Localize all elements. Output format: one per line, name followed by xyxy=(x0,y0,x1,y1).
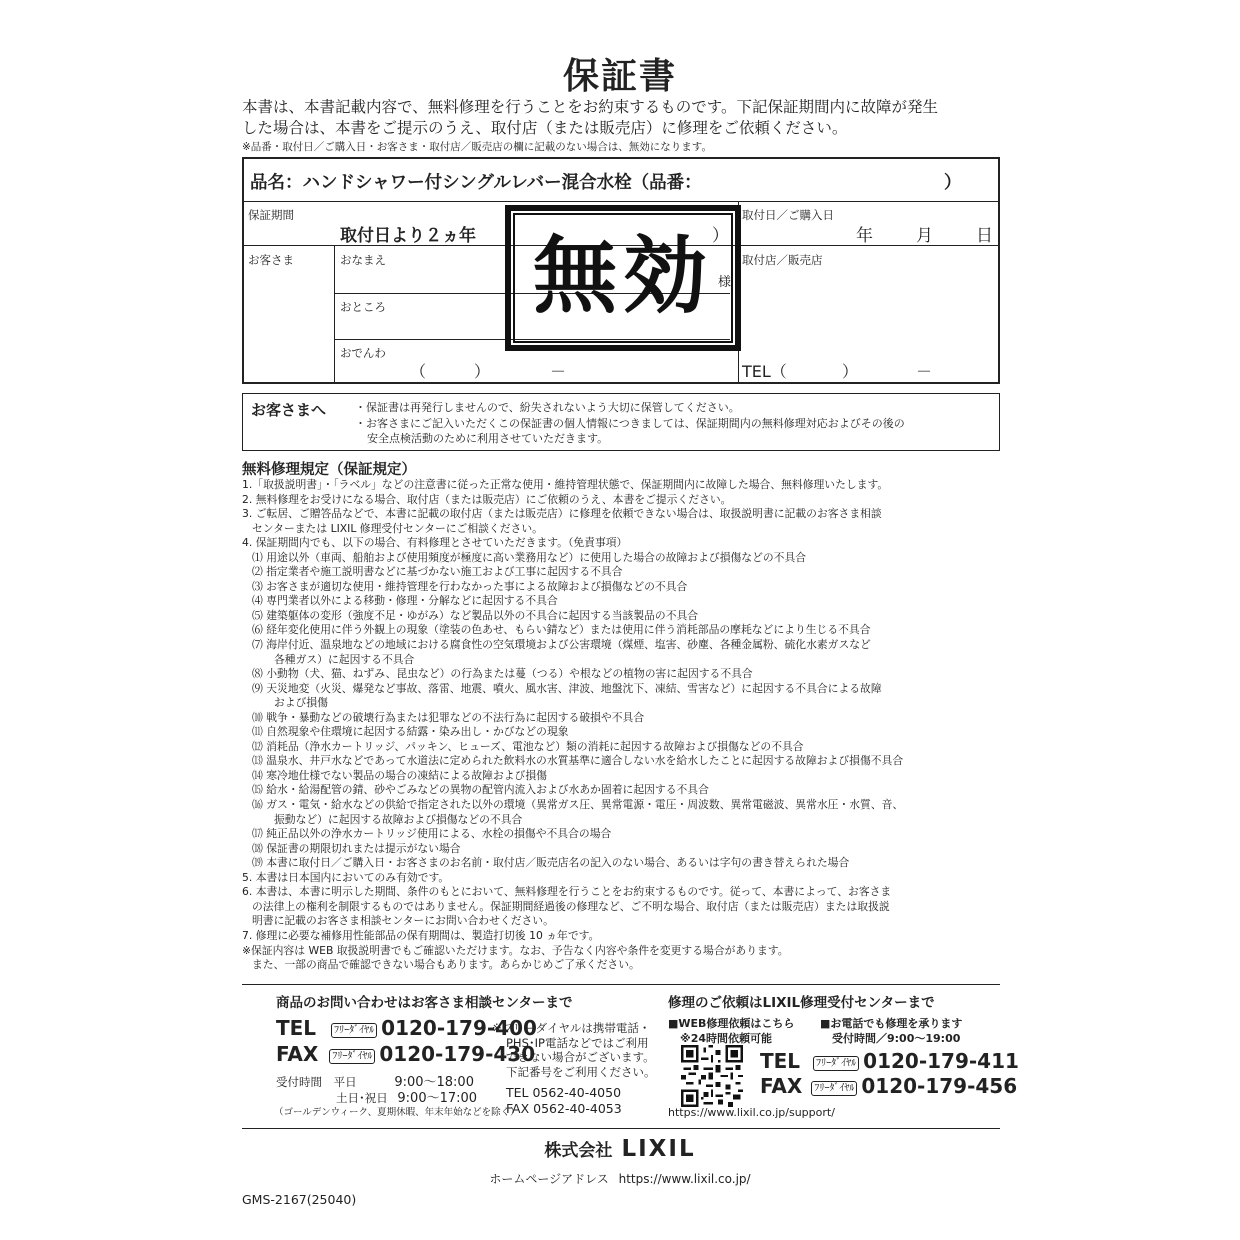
repair-tel-number: 0120-179-411 xyxy=(863,1049,1019,1073)
free-dial-icon: ﾌﾘｰﾀﾞｲﾔﾙ xyxy=(811,1081,857,1096)
rule-line: センターまたは LIXIL 修理受付センターにご相談ください。 xyxy=(252,521,543,535)
intro-line-1: 本書は、本書記載内容で、無料修理を行うことをお約束するものです。下記保証期間内に故障が発生 xyxy=(242,98,938,116)
free-dial-icon: ﾌﾘｰﾀﾞｲﾔﾙ xyxy=(331,1023,377,1038)
free-dial-note: ※フリーダイヤルは携帯電話・ PHS･IP電話などではご利用 できない場合がございます。 下記番号をご利用ください。 xyxy=(492,1021,656,1079)
rule-line: の法律上の権利を制限するものではありません。保証期間経過後の修理など、ご不明な場合、取付店（または販売店）または取扱説 xyxy=(252,899,890,913)
sama-label: 様 xyxy=(718,275,732,290)
rule-line: 1.「取扱説明書」・「ラベル」などの注意書に従った正常な使用・維持管理状態で、保証期間内に故障した場合、無料修理いたします。 xyxy=(242,478,889,491)
consult-heading: 商品のお問い合わせはお客さま相談センターまで xyxy=(276,995,573,1011)
rule-line: ⑶ お客さまが適切な使用・維持管理を行わなかった事による故障および損傷などの不具合 xyxy=(252,579,688,593)
weekday-label: 平日 xyxy=(333,1075,357,1089)
rule-line: ⒂ 給水・給湯配管の錆、砂やごみなどの異物の配管内流入および水あか固着に起因する不具合 xyxy=(252,783,709,797)
alt-tel: TEL 0562-40-4050 xyxy=(506,1085,622,1100)
rule-line: また、一部の商品で確認できない場合もあります。あらかじめご了承ください。 xyxy=(252,958,640,972)
phone-repair-label: ■お電話でも修理を承ります xyxy=(820,1017,963,1030)
rule-line: 振動など）に起因する故障および損傷などの不具合 xyxy=(274,812,523,826)
lixil-logo: LIXIL xyxy=(621,1136,696,1162)
qr-code-icon[interactable] xyxy=(681,1045,743,1107)
footer-top-rule xyxy=(242,984,1000,985)
repair-tel-row xyxy=(760,1049,1019,1073)
rule-line: 7. 修理に必要な補修用性能部品の保有期間は、製造打切後 10 ヵ年です。 xyxy=(242,928,600,942)
homepage-label: ホームページアドレス xyxy=(489,1172,609,1186)
customer-name-label: おなまえ xyxy=(340,253,386,267)
warranty-period-value: 取付日より２ヵ年 xyxy=(340,226,476,246)
customer-phone-label: おでんわ xyxy=(340,346,386,360)
customer-label: お客さま xyxy=(248,253,294,267)
rule-line: ⑾ 自然現象や住環境に起因する結露・染み出し・かびなどの現象 xyxy=(252,725,569,739)
product-name: 品名：ハンドシャワー付シングルレバー混合水栓（品番： xyxy=(250,173,702,193)
day-label: 日 xyxy=(976,226,993,246)
rule-line: 4. 保証期間内でも、以下の場合、有料修理とさせていただきます。（免責事項） xyxy=(242,536,628,550)
rule-line: ⒁ 寒冷地仕様でない製品の場合の凍結による故障および損傷 xyxy=(252,768,547,782)
intro-text xyxy=(242,97,1002,139)
install-date-label: 取付日／ご購入日 xyxy=(742,208,834,222)
alt-numbers xyxy=(506,1085,622,1117)
customer-phone-dash: － xyxy=(550,362,567,381)
notice-line-2: ・お客さまにご記入いただくこの保証書の個人情報につきましては、保証期間内の無料修理対応およびその後の xyxy=(355,417,905,430)
company-label: 株式会社 xyxy=(544,1141,613,1161)
weekend-label: 土日･祝日 xyxy=(336,1091,388,1105)
rule-line: ⒆ 本書に取付日／ご購入日・お客さまのお名前・取付店／販売店名の記入のない場合、あるいは字句の書き替えられた場合 xyxy=(252,856,850,870)
customer-phone-paren: （ ） xyxy=(410,362,491,381)
rule-line: ⑼ 天災地変（火災、爆発など事故、落雷、地震、噴火、風水害、津波、地盤沈下、凍結、雪害など）に起因する不具合による故障 xyxy=(252,681,882,695)
rule-line: ⑺ 海岸付近、温泉地などの地域における腐食性の空気環境および公害環境（煤煙、塩害、砂塵、各種金属粉、硫化水素ガスなど xyxy=(252,638,871,652)
consult-fax-label: FAX xyxy=(276,1042,319,1066)
repair-fax-number: 0120-179-456 xyxy=(861,1074,1018,1098)
rule-line: ⑴ 用途以外（車両、船舶および使用頻度が極度に高い業務用など）に使用した場合の故障および損傷などの不具合 xyxy=(252,550,807,564)
rule-line: 5. 本書は日本国内においてのみ有効です。 xyxy=(242,870,450,884)
alt-fax: FAX 0562-40-4053 xyxy=(506,1101,622,1116)
notice-line-1: ・保証書は再発行しませんので、紛失されないよう大切に保管してください。 xyxy=(355,401,740,414)
repair-fax-row xyxy=(760,1074,1017,1098)
document-code: GMS-2167(25040) xyxy=(242,1192,357,1207)
year-label: 年 xyxy=(856,226,873,246)
holiday-note: （ゴールデンウィーク、夏期休暇、年末年始などを除く） xyxy=(274,1107,520,1118)
month-label: 月 xyxy=(916,226,933,246)
support-url-link[interactable]: https://www.lixil.co.jp/support/ xyxy=(668,1106,835,1119)
intro-line-2: した場合は、本書をご提示のうえ、取付店（または販売店）に修理をご依頼ください。 xyxy=(242,119,848,137)
repair-heading: 修理のご依頼はLIXIL修理受付センターまで xyxy=(668,995,935,1011)
customer-address-label: おところ xyxy=(340,300,386,314)
free-dial-icon: ﾌﾘｰﾀﾞｲﾔﾙ xyxy=(329,1049,375,1064)
rule-line: ⒅ 保証書の期限切れまたは提示がない場合 xyxy=(252,841,461,855)
shop-label: 取付店／販売店 xyxy=(742,253,823,267)
void-stamp-text: 無効 xyxy=(532,227,713,325)
phone-repair-hours: 受付時間／9:00〜19:00 xyxy=(832,1032,961,1045)
rule-line: ⒀ 温泉水、井戸水などであって水道法に定められた飲料水の水質基準に適合しない水を給水したことに起因する故障および損傷不具合 xyxy=(252,754,904,768)
company-name xyxy=(0,1136,1240,1162)
shop-tel-close: ） xyxy=(842,362,859,381)
page-title: 保証書 xyxy=(562,56,677,97)
rule-line: 各種ガス）に起因する不具合 xyxy=(274,652,415,666)
repair-fax-label: FAX xyxy=(760,1074,803,1098)
repair-rules-list xyxy=(242,478,1022,973)
consult-fax-number: 0120-179-430 xyxy=(379,1042,536,1066)
rule-line: ⒃ ガス・電気・給水などの供給で指定された以外の環境（異常ガス圧、異常電源・電圧・周波数、異常電磁波、異常水圧・水質、音、 xyxy=(252,798,904,812)
rule-line: 6. 本書は、本書に明示した期間、条件のもとにおいて、無料修理を行うことをお約束するものです。従って、本書によって、お客さま xyxy=(242,885,892,899)
rule-line: ⑸ 建築躯体の変形（強度不足・ゆがみ）など製品以外の不具合に起因する当該製品の不具合 xyxy=(252,608,699,622)
web-repair-label: ■WEB修理依頼はこちら xyxy=(668,1017,795,1030)
warranty-period-label: 保証期間 xyxy=(248,208,294,222)
rule-line: ⑷ 専門業者以外による移動・修理・分解などに起因する不具合 xyxy=(252,594,558,608)
weekday-hours: 9:00〜18:00 xyxy=(394,1075,474,1090)
consult-tel-label: TEL xyxy=(276,1016,317,1040)
rule-line: および損傷 xyxy=(274,696,328,710)
rule-line: ※保証内容は WEB 取扱説明書でもご確認いただけます。なお、予告なく内容や条件を変更する場合があります。 xyxy=(242,943,789,957)
web-24h-label: ※24時間依頼可能 xyxy=(680,1032,773,1045)
rule-line: 明書に記載のお客さま相談センターにお問い合わせください。 xyxy=(252,914,554,928)
notice-heading: お客さまへ xyxy=(251,401,327,419)
footer-bottom-rule xyxy=(242,1128,1000,1129)
free-dial-icon: ﾌﾘｰﾀﾞｲﾔﾙ xyxy=(813,1056,859,1071)
rule-line: ⑽ 戦争・暴動などの破壊行為または犯罪などの不法行為に起因する破損や不具合 xyxy=(252,710,645,724)
notice-line-3: 安全点検活動のために利用させていただきます。 xyxy=(367,432,609,445)
hours-label: 受付時間 xyxy=(276,1075,322,1089)
rule-line: ⑿ 消耗品（浄水カートリッジ、パッキン、ヒューズ、電池など）類の消耗に起因する故障および損傷などの不具合 xyxy=(252,739,804,753)
rule-line: ⑻ 小動物（犬、猫、ねずみ、昆虫など）の行為または蔓（つる）や根などの植物の害に起因する不具合 xyxy=(252,667,753,681)
shop-tel-label: TEL（ xyxy=(742,362,787,381)
rule-line: 3. ご転居、ご贈答品などで、本書に記載の取付店（または販売店）に修理を依頼できない場合は、取扱説明書に記載のお客さま相談 xyxy=(242,507,882,521)
consult-tel-number: 0120-179-400 xyxy=(381,1016,537,1040)
repair-tel-label: TEL xyxy=(760,1049,801,1073)
homepage-url-link[interactable]: https://www.lixil.co.jp/ xyxy=(618,1172,751,1186)
warranty-close: ） xyxy=(712,226,729,246)
rule-line: ⑵ 指定業者や施工説明書などに基づかない施工および工事に起因する不具合 xyxy=(252,565,623,579)
shop-tel-dash: － xyxy=(916,362,933,381)
homepage-row xyxy=(0,1170,1240,1187)
customer-notice-box xyxy=(242,393,1000,451)
weekend-hours: 9:00〜17:00 xyxy=(397,1091,478,1106)
rule-line: 2. 無料修理をお受けになる場合、取付店（または販売店）にご依頼のうえ、本書をご提示ください。 xyxy=(242,492,732,506)
rule-line: ⑹ 経年変化使用に伴う外観上の現象（塗装の色あせ、もらい錆など）または使用に伴う消耗部品の摩耗などにより生じる不具合 xyxy=(252,623,871,637)
intro-note: ※品番・取付日／ご購入日・お客さま・取付店／販売店の欄に記載のない場合は、無効になります。 xyxy=(242,141,712,153)
product-close: ） xyxy=(944,173,962,193)
repair-rules-title: 無料修理規定（保証規定） xyxy=(242,462,416,478)
rule-line: ⒄ 純正品以外の浄水カートリッジ使用による、水栓の損傷や不具合の場合 xyxy=(252,827,612,841)
